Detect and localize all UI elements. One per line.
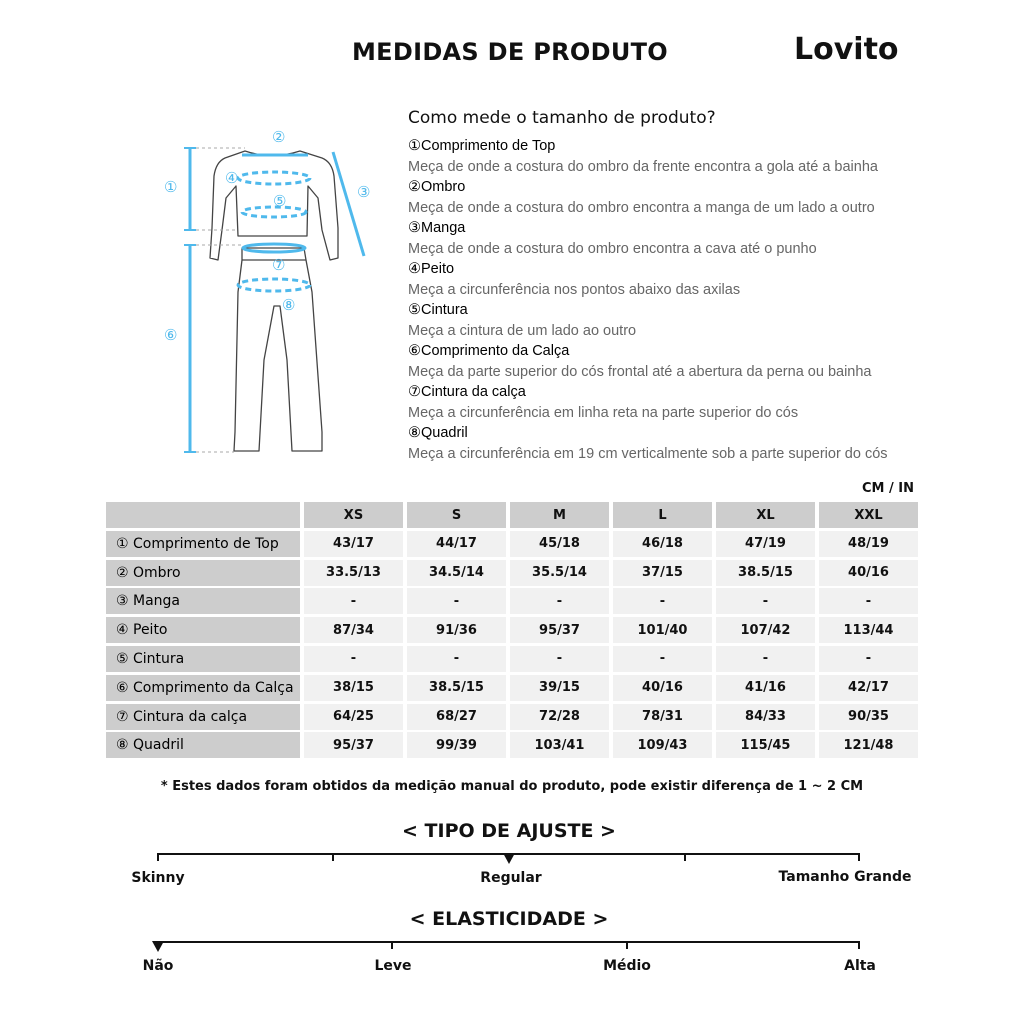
table-cell: -	[716, 588, 815, 614]
table-cell: 90/35	[819, 704, 918, 730]
table-row-label: ③ Manga	[106, 588, 300, 614]
table-cell: 113/44	[819, 617, 918, 643]
fit-tick	[332, 853, 334, 861]
table-cell: 115/45	[716, 732, 815, 758]
table-cell: 42/17	[819, 675, 918, 701]
table-row	[106, 704, 918, 730]
table-row	[106, 675, 918, 701]
table-cell: -	[613, 588, 712, 614]
guide-item-title: ④Peito	[408, 261, 455, 277]
guide-item-title: ①Comprimento de Top	[408, 138, 556, 154]
table-cell: 64/25	[304, 704, 403, 730]
measurement-diagram	[150, 120, 390, 470]
marker-top-length: ①	[164, 179, 178, 196]
table-cell: 84/33	[716, 704, 815, 730]
table-header-size: XS	[304, 502, 403, 528]
table-cell: -	[510, 646, 609, 672]
fit-selected-marker	[503, 853, 515, 864]
guide-item-desc: Meça a circunferência em 19 cm verticalmente sob a parte superior do cós	[408, 445, 888, 462]
table-cell: -	[304, 646, 403, 672]
guide-item-desc: Meça a circunferência nos pontos abaixo das axilas	[408, 281, 741, 298]
unit-label: CM / IN	[862, 481, 914, 496]
table-header-size: S	[407, 502, 506, 528]
table-cell: -	[716, 646, 815, 672]
table-cell: 109/43	[613, 732, 712, 758]
guide-item-title: ②Ombro	[408, 179, 466, 195]
guide-item-desc: Meça de onde a costura do ombro encontra a manga de um lado a outro	[408, 199, 875, 216]
table-row-label: ② Ombro	[106, 560, 300, 586]
fit-title: < TIPO DE AJUSTE >	[402, 820, 616, 842]
table-row-label: ⑦ Cintura da calça	[106, 704, 300, 730]
table-cell: 101/40	[613, 617, 712, 643]
table-row	[106, 560, 918, 586]
table-row-label: ⑧ Quadril	[106, 732, 300, 758]
table-row-label: ④ Peito	[106, 617, 300, 643]
table-cell: 44/17	[407, 531, 506, 557]
table-cell: -	[304, 588, 403, 614]
table-cell: 91/36	[407, 617, 506, 643]
table-cell: 47/19	[716, 531, 815, 557]
elasticity-scale-line	[158, 941, 860, 943]
table-cell: 95/37	[304, 732, 403, 758]
table-cell: 38/15	[304, 675, 403, 701]
table-cell: 99/39	[407, 732, 506, 758]
table-row	[106, 588, 918, 614]
table-cell: 48/19	[819, 531, 918, 557]
elasticity-label-high: Alta	[844, 958, 876, 974]
table-header-size: M	[510, 502, 609, 528]
table-row	[106, 646, 918, 672]
table-header-size: L	[613, 502, 712, 528]
table-cell: 40/16	[819, 560, 918, 586]
table-cell: -	[819, 588, 918, 614]
guide-question: Como mede o tamanho de produto?	[408, 108, 716, 128]
table-cell: 38.5/15	[716, 560, 815, 586]
table-cell: -	[819, 646, 918, 672]
table-row-label: ① Comprimento de Top	[106, 531, 300, 557]
table-cell: 121/48	[819, 732, 918, 758]
guide-item-desc: Meça de onde a costura do ombro encontra a cava até o punho	[408, 240, 817, 257]
footnote: * Estes dados foram obtidos da medição manual do produto, pode existir diferença de 1 ~ 2 CM	[160, 779, 864, 794]
guide-item-title: ③Manga	[408, 220, 466, 236]
table-cell: 35.5/14	[510, 560, 609, 586]
elasticity-tick	[626, 941, 628, 949]
table-cell: 38.5/15	[407, 675, 506, 701]
marker-waist: ⑤	[273, 193, 287, 210]
elasticity-title: < ELASTICIDADE >	[409, 908, 609, 930]
table-cell: 103/41	[510, 732, 609, 758]
marker-shoulder: ②	[272, 129, 286, 146]
marker-hip: ⑧	[282, 297, 296, 314]
table-cell: 43/17	[304, 531, 403, 557]
table-cell: 72/28	[510, 704, 609, 730]
fit-label-regular: Regular	[480, 870, 542, 886]
elasticity-tick	[858, 941, 860, 949]
elasticity-tick	[391, 941, 393, 949]
table-header-empty	[106, 502, 300, 528]
table-cell: 45/18	[510, 531, 609, 557]
table-cell: -	[613, 646, 712, 672]
marker-pants-length: ⑥	[164, 327, 178, 344]
guide-item-title: ⑥Comprimento da Calça	[408, 343, 570, 359]
table-cell: -	[407, 588, 506, 614]
page-title: MEDIDAS DE PRODUTO	[352, 38, 668, 66]
table-cell: 41/16	[716, 675, 815, 701]
fit-label-large: Tamanho Grande	[778, 869, 912, 885]
table-cell: 87/34	[304, 617, 403, 643]
guide-item-desc: Meça da parte superior do cós frontal até a abertura da perna ou bainha	[408, 363, 872, 380]
elasticity-label-medium: Médio	[603, 958, 651, 974]
table-cell: 107/42	[716, 617, 815, 643]
elasticity-label-none: Não	[142, 958, 174, 974]
table-cell: 68/27	[407, 704, 506, 730]
table-cell: 46/18	[613, 531, 712, 557]
table-header-row	[106, 502, 918, 528]
table-cell: -	[510, 588, 609, 614]
guide-item-title: ⑤Cintura	[408, 302, 468, 318]
table-row	[106, 531, 918, 557]
marker-pants-waist: ⑦	[272, 257, 286, 274]
measure-guide	[408, 108, 928, 464]
table-row	[106, 617, 918, 643]
elasticity-selected-marker	[152, 941, 164, 952]
guide-item-title: ⑦Cintura da calça	[408, 384, 526, 400]
marker-sleeve: ③	[357, 184, 371, 201]
table-cell: 34.5/14	[407, 560, 506, 586]
table-row	[106, 732, 918, 758]
guide-list	[408, 136, 928, 464]
size-table	[106, 502, 918, 761]
table-row-label: ⑥ Comprimento da Calça	[106, 675, 300, 701]
table-cell: 40/16	[613, 675, 712, 701]
brand-logo: Lovito	[794, 32, 899, 67]
table-cell: 33.5/13	[304, 560, 403, 586]
elasticity-label-light: Leve	[374, 958, 412, 974]
table-body	[106, 531, 918, 759]
fit-label-skinny: Skinny	[131, 870, 185, 886]
fit-tick	[684, 853, 686, 861]
table-cell: 95/37	[510, 617, 609, 643]
fit-tick	[858, 853, 860, 861]
table-row-label: ⑤ Cintura	[106, 646, 300, 672]
marker-chest: ④	[225, 170, 239, 187]
table-header-size: XL	[716, 502, 815, 528]
guide-item-desc: Meça de onde a costura do ombro da frente encontra a gola até a bainha	[408, 158, 878, 175]
fit-tick	[157, 853, 159, 861]
table-cell: 78/31	[613, 704, 712, 730]
guide-item-title: ⑧Quadril	[408, 425, 468, 441]
table-cell: 37/15	[613, 560, 712, 586]
guide-item-desc: Meça a circunferência em linha reta na parte superior do cós	[408, 404, 799, 421]
table-cell: 39/15	[510, 675, 609, 701]
table-cell: -	[407, 646, 506, 672]
guide-item-desc: Meça a cintura de um lado ao outro	[408, 322, 637, 339]
table-header-size: XXL	[819, 502, 918, 528]
